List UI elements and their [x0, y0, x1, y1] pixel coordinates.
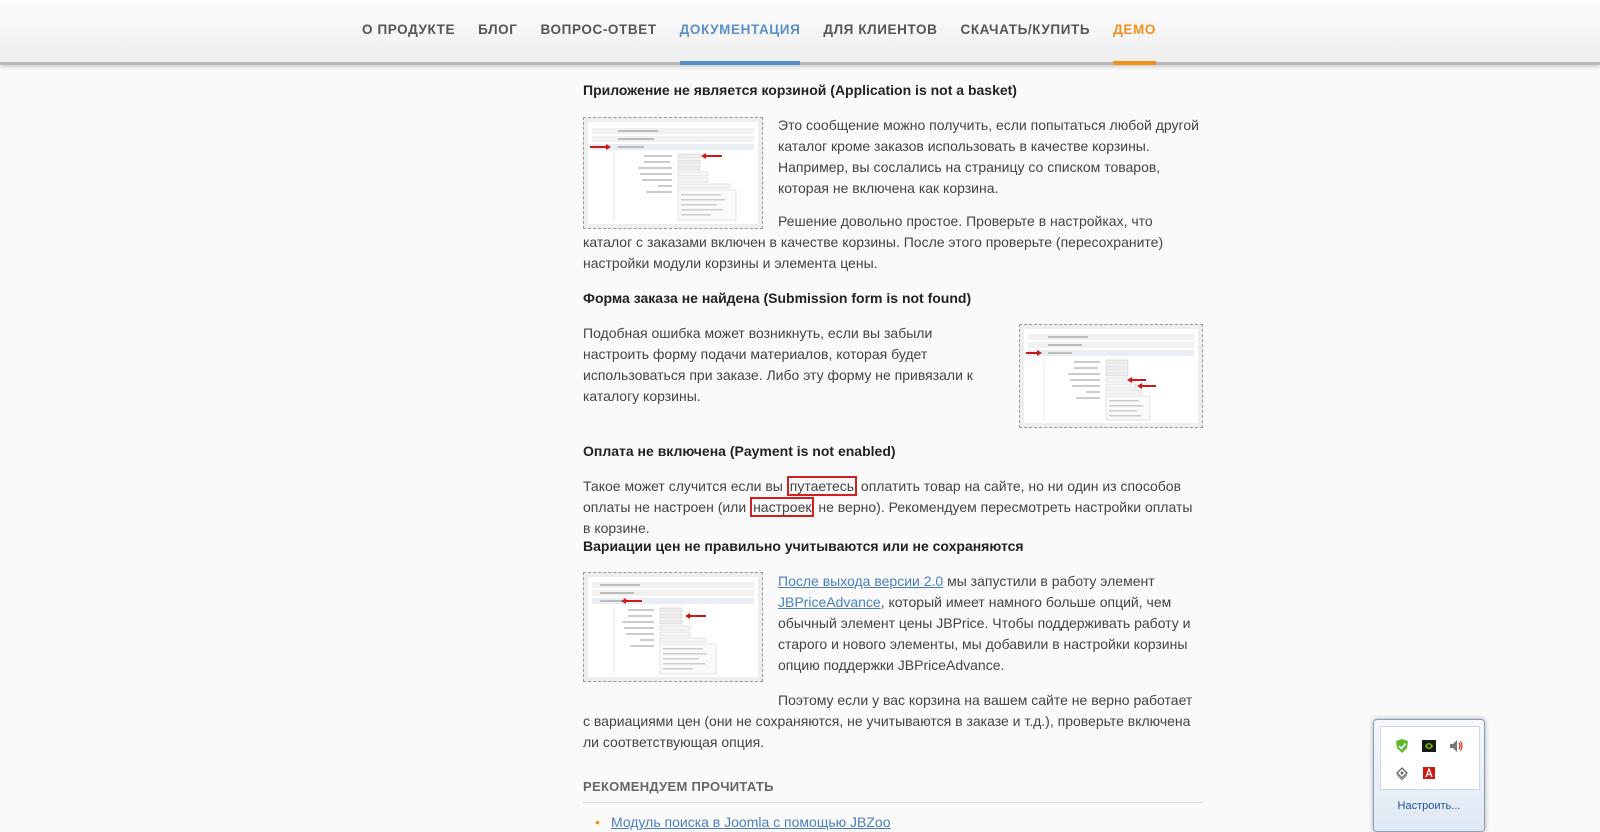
settings-screenshot-image	[1024, 329, 1198, 423]
nav-item-demo[interactable]: ДЕМО	[1113, 0, 1156, 62]
nav-item-blog[interactable]: БЛОГ	[478, 22, 518, 37]
nav-item-about[interactable]: О ПРОДУКТЕ	[362, 22, 456, 37]
network-icon[interactable]	[1394, 765, 1410, 781]
form-paragraph-1: Подобная ошибка может возникнуть, если вы забыли настроить форму подачи материалов, которая будет использоваться при заказе. Либо эту форму не привязали к каталогу корзины.	[583, 325, 973, 404]
variations-paragraph-1	[778, 571, 1203, 676]
variations-paragraph-2: Поэтому если у вас корзина на вашем сайте не верно работает с вариациями цен (они не сохраняются, не учитываются в заказе и т.д.), проверьте включена ли соответствующая опция.	[583, 692, 1193, 750]
green-shield-icon[interactable]	[1394, 738, 1410, 754]
system-tray-popup	[1373, 719, 1485, 832]
tray-icons-area	[1380, 726, 1480, 790]
recommend-title: РЕКОМЕНДУЕМ ПРОЧИТАТЬ	[583, 779, 774, 794]
settings-screenshot-image	[588, 577, 758, 677]
nav-item-faq[interactable]: ВОПРОС-ОТВЕТ	[540, 22, 657, 37]
version-2-link[interactable]: После выхода версии 2.0	[778, 573, 944, 589]
basket-paragraph-2: Решение довольно простое. Проверьте в настройках, что каталог с заказами включен в качестве корзины. После этого проверьте (пересохраните) настройки модули корзины и элемента цены.	[583, 213, 1164, 271]
tray-customize-link[interactable]: Настроить...	[1397, 800, 1461, 812]
settings-screenshot-variations[interactable]	[583, 572, 763, 682]
nav-item-download[interactable]: СКАЧАТЬ/КУПИТЬ	[960, 22, 1091, 37]
recommend-item	[583, 812, 1203, 832]
top-navigation	[0, 0, 1600, 65]
jbpriceadvance-link[interactable]: JBPriceAdvance	[778, 594, 881, 610]
variations-text-1: мы запустили в работу элемент	[943, 573, 1155, 589]
speaker-icon[interactable]	[1448, 738, 1464, 754]
variations-text-2: , который имеет намного больше опций, чем обычный элемент цены JBPrice. Чтобы поддерживать работу и старого и нового элементы, мы добавили в настройки корзины опцию поддержки JBPriceAdvance.	[778, 594, 1191, 673]
nav-item-clients[interactable]: ДЛЯ КЛИЕНТОВ	[823, 22, 938, 37]
heading-price-variations: Вариации цен не правильно учитываются или не сохраняются	[583, 538, 1024, 554]
settings-screenshot-form[interactable]	[1019, 324, 1203, 428]
settings-screenshot-image	[588, 122, 758, 224]
recommend-list	[583, 812, 1203, 832]
payment-text-1: Такое может случится если вы	[583, 478, 787, 494]
heading-payment-not-enabled: Оплата не включена (Payment is not enabled)	[583, 443, 896, 459]
adobe-icon[interactable]	[1421, 765, 1437, 781]
heading-not-basket: Приложение не является корзиной (Application is not a basket)	[583, 82, 1017, 98]
nav-menu	[362, 0, 1179, 62]
highlighted-typo-1: путаетесь	[787, 476, 857, 496]
payment-paragraph	[583, 476, 1203, 539]
heading-form-not-found: Форма заказа не найдена (Submission form is not found)	[583, 290, 972, 306]
recommend-divider	[583, 802, 1203, 803]
nvidia-icon[interactable]	[1421, 738, 1437, 754]
payment-text-2: оплатить товар на сайте, но ни один из способов оплаты не настроен (или	[583, 478, 1182, 515]
highlighted-typo-2: настроек	[750, 497, 814, 517]
payment-text-3: не верно). Рекомендуем пересмотреть настройки оплаты в корзине.	[583, 499, 1193, 536]
nav-item-documentation[interactable]: ДОКУМЕНТАЦИЯ	[680, 0, 801, 62]
basket-paragraph-1: Это сообщение можно получить, если попытаться любой другой каталог кроме заказов использовать в качестве корзины. Например, вы сослались на страницу со списком товаров, которая не включена как корзина.	[778, 117, 1199, 196]
recommend-link[interactable]: Модуль поиска в Joomla с помощью JBZoo	[611, 814, 891, 830]
